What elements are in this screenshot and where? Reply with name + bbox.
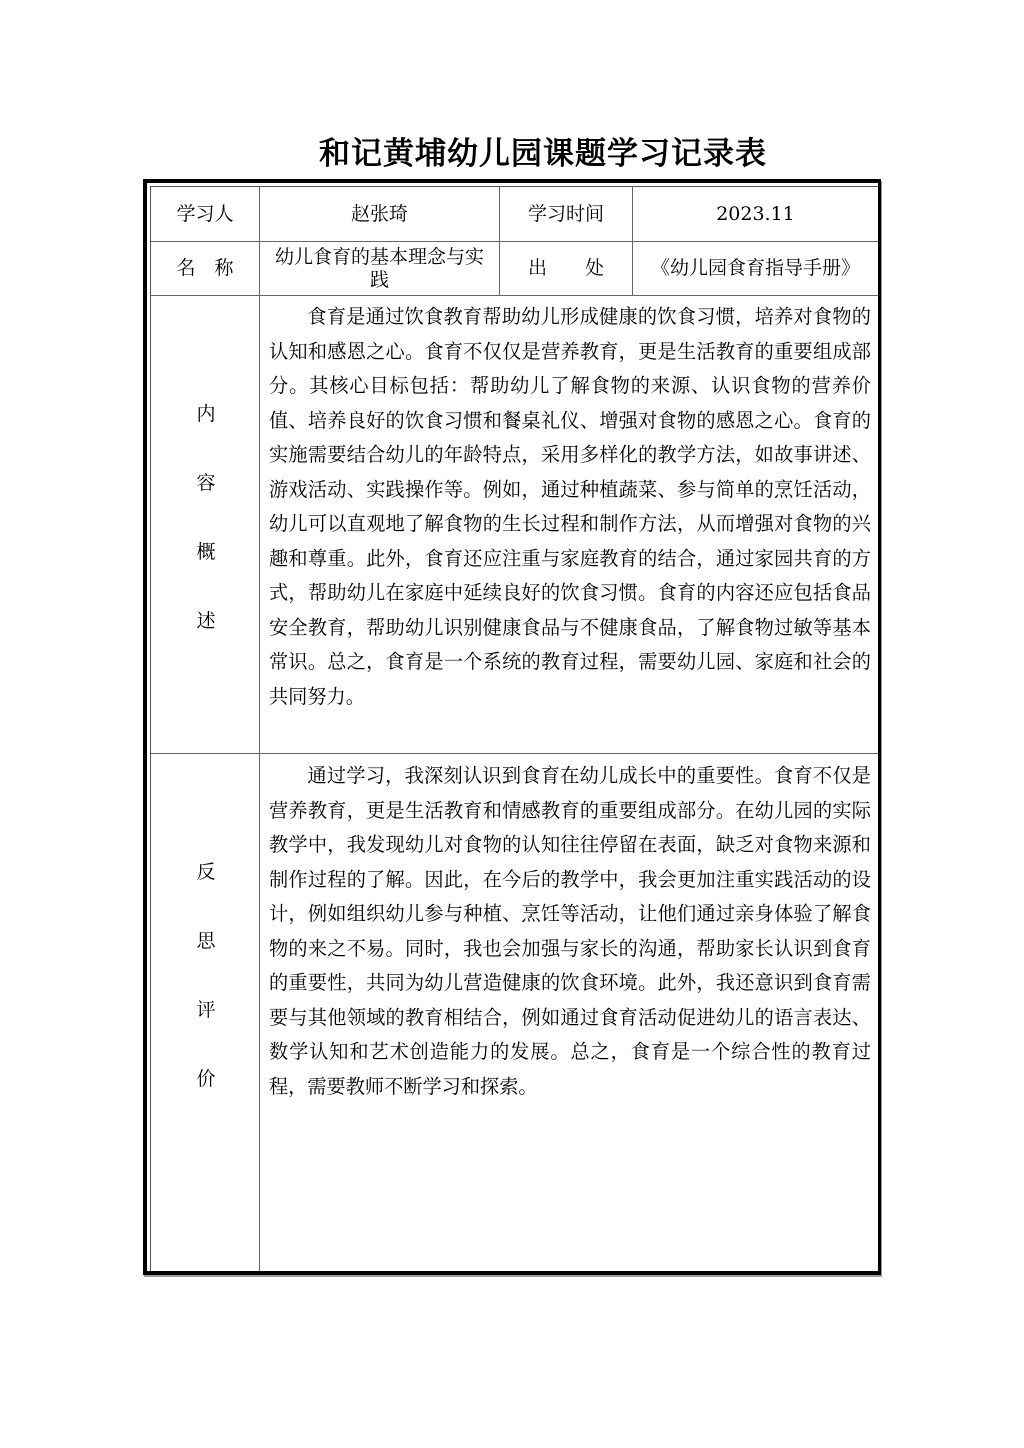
time-label: 学习时间 — [500, 187, 633, 242]
label-char: 内 — [196, 403, 216, 425]
source-label: 出 处 — [500, 242, 633, 296]
table-grid — [150, 186, 878, 1271]
document-title: 和记黄埔幼儿园课题学习记录表 — [319, 136, 767, 172]
summary-text: 食育是通过饮食教育帮助幼儿形成健康的饮食习惯，培养对食物的认知和感恩之心。食育不仅仅是营养教育，更是生活教育的重要组成部分。其核心目标包括：帮助幼儿了解食物的来源、认识食物的营养价值、培养良好的饮食习惯和餐桌礼仪、增强对食物的感恩之心。食育的实施需要结合幼儿的年龄特点，采用多样化的教学方法，如故事讲述、游戏活动、实践操作等。例如，通过种植蔬菜、参与简单的烹饪活动，幼儿可以直观地了解食物的生长过程和制作方法，从而增强对食物的兴趣和尊重。此外，食育还应注重与家庭教育的结合，通过家园共育的方式，帮助幼儿在家庭中延续良好的饮食习惯。食育的内容还应包括食品安全教育，帮助幼儿识别健康食品与不健康食品，了解食物过敏等基本常识。总之，食育是一个系统的教育过程，需要幼儿园、家庭和社会的共同努力。 — [269, 305, 871, 708]
label-char: 思 — [196, 930, 216, 952]
learner-value: 赵张琦 — [260, 187, 500, 242]
summary-label — [151, 399, 261, 675]
label-char: 容 — [196, 472, 216, 494]
reflection-label — [151, 857, 261, 1133]
time-value: 2023.11 — [633, 187, 878, 242]
label-char: 价 — [196, 1068, 216, 1090]
name-label: 名 称 — [151, 242, 260, 296]
label-char: 概 — [196, 541, 216, 563]
record-table — [143, 179, 881, 1275]
name-value: 幼儿食育的基本理念与实践 — [260, 242, 500, 296]
reflection-text: 通过学习，我深刻认识到食育在幼儿成长中的重要性。食育不仅是营养教育，更是生活教育和情感教育的重要组成部分。在幼儿园的实际教学中，我发现幼儿对食物的认知往往停留在表面，缺乏对食物来源和制作过程的了解。因此，在今后的教学中，我会更加注重实践活动的设计，例如组织幼儿参与种植、烹饪等活动，让他们通过亲身体验了解食物的来之不易。同时，我也会加强与家长的沟通，帮助家长认识到食育的重要性，共同为幼儿营造健康的饮食环境。此外，我还意识到食育需要与其他领域的教育相结合，例如通过食育活动促进幼儿的语言表达、数学认知和艺术创造能力的发展。总之，食育是一个综合性的教育过程，需要教师不断学习和探索。 — [269, 764, 871, 1098]
source-value: 《幼儿园食育指导手册》 — [633, 242, 878, 296]
learner-label: 学习人 — [151, 187, 260, 242]
label-char: 反 — [196, 861, 216, 883]
label-char: 述 — [196, 610, 216, 632]
label-char: 评 — [196, 999, 216, 1021]
